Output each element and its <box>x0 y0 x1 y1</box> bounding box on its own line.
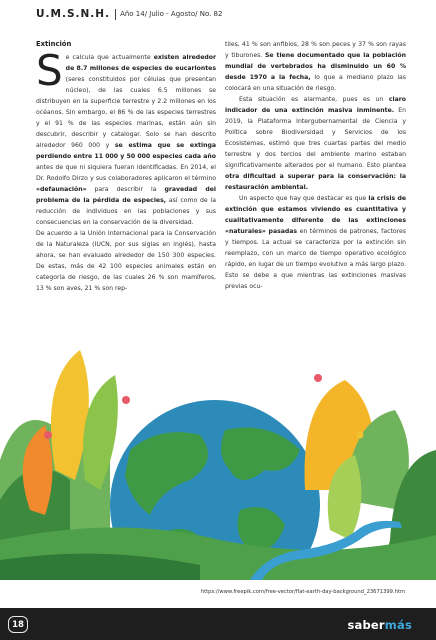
text-run: así como de la reducción de individuos en las poblaciones y sus consecuencias en la conservación de la diversidad. <box>36 197 216 226</box>
article-column-right <box>225 39 406 292</box>
flower <box>314 374 322 382</box>
bold-text: gravedad del problema de la pérdida de especies, <box>36 186 216 204</box>
bold-text: la crisis de extinción que estamos viviendo es cuantitativa y cualitativamente diferente de las extinciones «naturales» pasadas <box>225 195 407 235</box>
paragraph <box>36 46 216 228</box>
bold-text: se estima que se extinga perdiendo entre 11 000 y 50 000 especies cada año <box>36 142 216 160</box>
bold-text: claro indicador de una extinción masiva inminente. <box>225 96 406 114</box>
text-run: tiles, 41 % son anfibios, 28 % son peces y 37 % son rayas y tiburones. <box>225 41 406 59</box>
bold-text: «defaunación» <box>36 186 87 193</box>
earth-day-illustration <box>0 340 436 580</box>
magazine-name: U.M.S.N.H. <box>36 8 111 20</box>
paragraph <box>225 193 406 292</box>
text-run: lo que a mediano plazo las colocará en una situación de riesgo. <box>225 74 406 92</box>
dropcap: S <box>36 46 63 95</box>
bold-text: existen alrededor de 8.7 millones de especies de eucariontes <box>65 54 216 72</box>
text-run: Esta situación es alarmante, pues es un <box>239 96 389 103</box>
text-run: e calcula que actualmente <box>65 54 154 61</box>
paragraph <box>225 39 406 94</box>
article-column-left <box>36 39 216 294</box>
bold-text: otra dificultad a superar para la conservación: la restauración ambiental. <box>225 173 406 191</box>
text-run: para describir la <box>86 186 165 193</box>
text-run: antes de que ni siquiera fueran identificadas. En 2014, el Dr. Rodolfo Dirzo y sus colaboradores aplicaron el término <box>36 164 216 182</box>
logo-text: sabermás <box>347 618 412 632</box>
text-run: En 2019, la Plataforma Intergubernamental de Ciencia y Política sobre Biodiversidad y Servicios de los Ecosistemas, estimó que tres cuartas partes del medio terrestre y dos tercios del ambiente marino estaban significativamente alterados por el humano. Esto plantea <box>225 107 406 169</box>
flower <box>122 396 130 404</box>
flower <box>44 431 52 439</box>
text-run: Un aspecto que hay que destacar es que <box>239 195 369 202</box>
publisher-logo <box>347 615 412 635</box>
image-credit[interactable]: https://www.freepik.com/free-vector/flat-earth-day-background_23671399.htm <box>200 589 405 595</box>
flower <box>357 432 364 439</box>
paragraph <box>36 228 216 294</box>
issue-info: Año 14/ Julio - Agosto/ No. 82 <box>120 10 223 18</box>
text-run: De acuerdo a la Unión Internacional para la Conservación de la Naturaleza (IUCN, por sus siglas en inglés), hasta ahora, se han evaluado alrededor de 150 300 especies. De estas, más de 42 100 especies animales están en categoría de riesgo, de las cuales 26 % son mamíferos, 13 % son aves, 21 % son rep- <box>36 230 216 292</box>
page-number: 18 <box>8 616 28 633</box>
text-run: en términos de patrones, factores y tiempos. La actual se caracteriza por la extinción sin reemplazo, con un marco de tiempo operativo ecológico rápido, en lugar de un tiempo evolutivo a más largo plazo. Esto se debe a que mientras las extinciones masivas previas ocu- <box>225 228 406 290</box>
bold-text: Se tiene documentado que la población mundial de vertebrados ha disminuido un 60 % desde 1970 a la fecha, <box>225 52 406 81</box>
header-divider <box>115 9 116 20</box>
paragraph <box>225 94 406 193</box>
section-title: Extinción <box>36 40 72 48</box>
page-header <box>36 7 222 21</box>
text-run: (seres constituidos por células que presentan núcleo), de las cuales 6.5 millones se distribuyen en la superficie terrestre y 2.2 millones en los océanos. Sin embargo, el 86 % de las especies terrestres y el 91 % de las especies marinas, están aún sin descubrir, describir y catalogar. Solo se han descrito alrededor 960 000 y <box>36 76 216 149</box>
